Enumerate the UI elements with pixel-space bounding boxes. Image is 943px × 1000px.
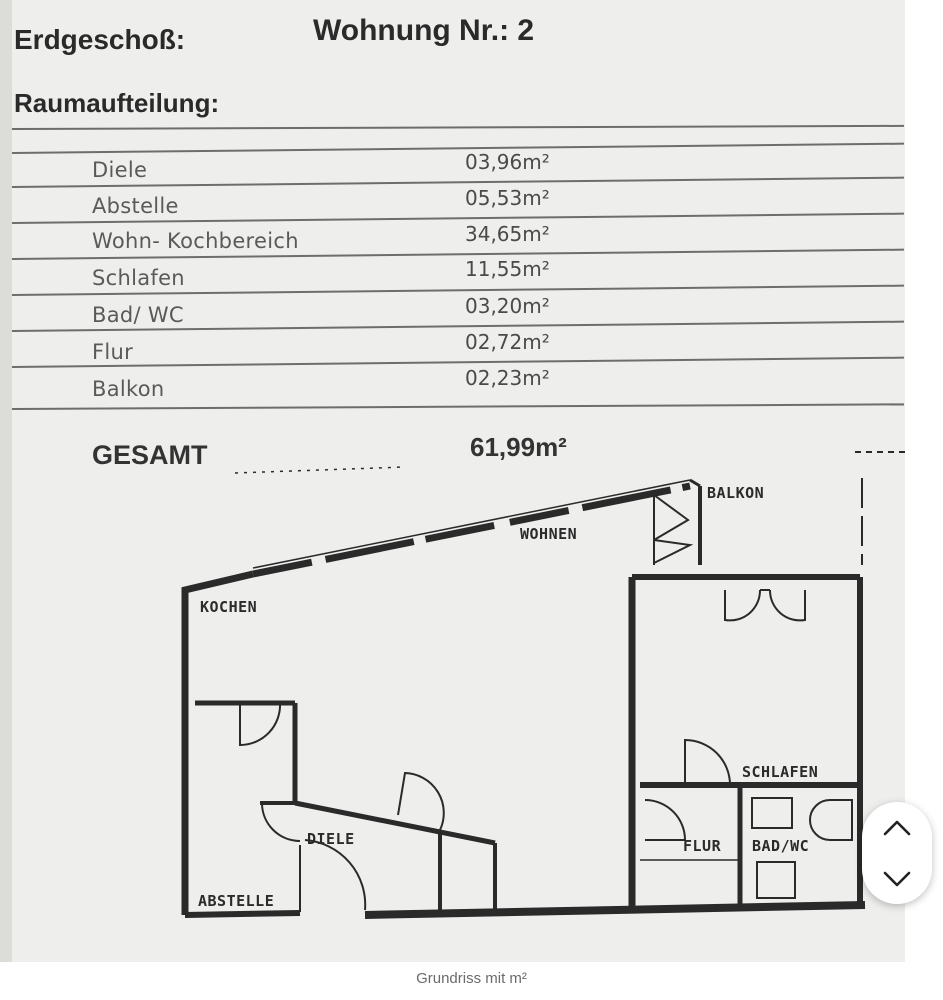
section-label: Raumaufteilung:: [14, 88, 220, 118]
image-caption: Grundriss mit m²: [416, 970, 527, 987]
previous-image-button[interactable]: [862, 802, 932, 853]
total-label: GESAMT: [92, 440, 208, 470]
room-name: Balkon: [92, 377, 165, 401]
label-diele: DIELE: [307, 830, 355, 848]
floor-label: Erdgeschoß:: [14, 24, 186, 55]
label-abstelle: ABSTELLE: [198, 892, 275, 910]
room-area: 02,72m²: [465, 330, 550, 354]
room-name: Schlafen: [92, 266, 185, 290]
chevron-down-icon: [882, 867, 912, 891]
chevron-up-icon: [882, 816, 912, 840]
room-area: 34,65m²: [465, 222, 550, 246]
room-area: 11,55m²: [465, 257, 550, 281]
room-name: Diele: [92, 158, 148, 182]
room-area: 02,23m²: [465, 366, 550, 390]
label-flur: FLUR: [683, 837, 722, 855]
room-area: 05,53m²: [465, 186, 550, 210]
label-kochen: KOCHEN: [200, 598, 258, 616]
label-bad-wc: BAD/WC: [752, 837, 810, 855]
label-wohnen: WOHNEN: [520, 525, 578, 543]
unit-label: Wohnung Nr.: 2: [313, 14, 535, 47]
total-area: 61,99m²: [470, 432, 567, 462]
label-balkon: BALKON: [707, 484, 765, 502]
room-name: Bad/ WC: [92, 303, 184, 327]
label-schlafen: SCHLAFEN: [742, 763, 819, 781]
room-area: 03,96m²: [465, 150, 550, 174]
room-name: Flur: [92, 340, 134, 364]
gallery-navigation: [862, 802, 932, 904]
room-name: Wohn- Kochbereich: [92, 229, 299, 253]
next-image-button[interactable]: [862, 853, 932, 904]
room-area: 03,20m²: [465, 294, 550, 318]
room-name: Abstelle: [92, 194, 179, 218]
